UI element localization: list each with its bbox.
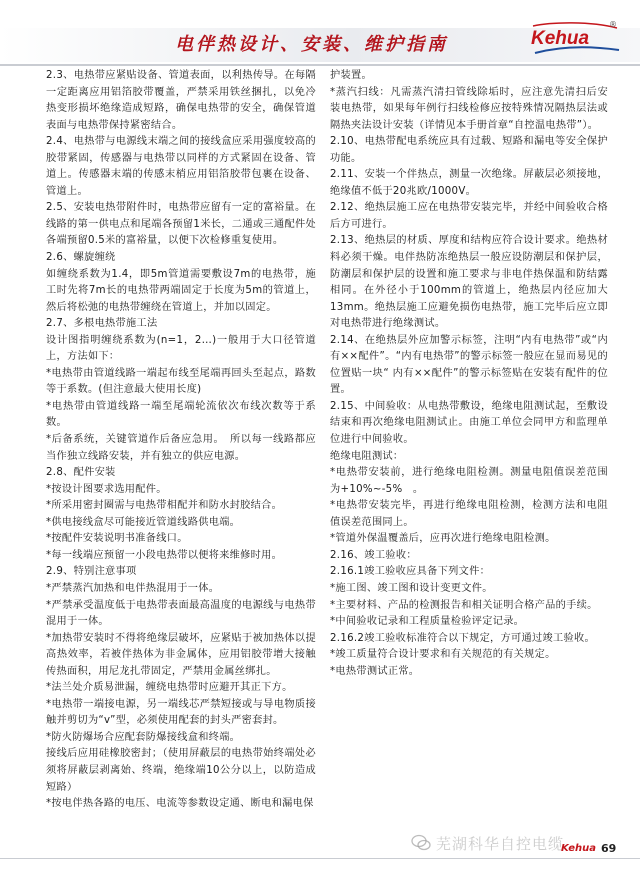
paragraph: 2.15、中间验收：从电热带敷设，绝缘电阻测试起，至敷设结束和再次绝缘电阻测试止。由施工单位会同甲方和监理单位进行中间验收。 [330, 400, 608, 446]
list-item: *按设计图要求选用配件。 [46, 483, 167, 495]
page-title: 电伴热设计、安装、维护指南 [175, 34, 448, 55]
paragraph: 护装置。 [330, 70, 372, 81]
list-item: *电热带测试正常。 [330, 665, 420, 677]
section-heading: 绝缘电阻测试： [330, 450, 404, 462]
list-item: *电热带一端接电源，另一端线芯严禁短接或与导电物质接触并剪切为“v”型，必须使用配套的封头严密套封。 [46, 698, 316, 727]
list-item: *按配件安装说明书准备线口。 [46, 533, 188, 545]
logo-registered: ® [609, 20, 617, 29]
paragraph: 2.10、电热带配电系统应具有过载、短路和漏电等安全保护功能。 [330, 136, 608, 164]
list-item: *电热带由管道线路一端至尾端轮流依次布线次数等于系数。 [46, 400, 316, 429]
paragraph: 2.4、电热带与电源线末端之间的接线盒应采用强度较高的胶带紧固，传感器与电热带以同样的方式紧固在设备、管道上。传感器末端的传感末梢应用铝箔胶带包裹在设备、管道上。 [46, 136, 316, 197]
list-item: *管道外保温覆盖后，应再次进行绝缘电阻检测。 [330, 533, 556, 545]
kehua-logo [531, 20, 625, 56]
paragraph: 接线后应用硅橡胶密封；（使用屏蔽层的电热带始终端处必须将屏蔽层剥离始、终端，绝缘端10公分以上，以防造成短路） [46, 748, 316, 793]
logo-text: Kehua [531, 28, 590, 49]
list-item: *蒸汽扫线：凡需蒸汽清扫管线除垢时，应注意先清扫后安装电热带，如果每年例行扫线检修应按特殊情况隔热层法或隔热夹法设计安装（详情见本手册首章“自控温电热带”）。 [330, 86, 608, 131]
list-item: *供电接线盒尽可能接近管道线路供电端。 [46, 516, 241, 528]
left-column [46, 68, 316, 813]
list-item: *严禁承受温度低于电热带表面最高温度的电源线与电热带混用于一体。 [46, 599, 316, 628]
list-item: *每一线端应预留一小段电热带以便将来维修时用。 [46, 549, 283, 561]
wechat-icon [411, 834, 431, 852]
list-item: *主要材料、产品的检测报告和相关证明合格产品的手续。 [330, 599, 598, 611]
list-item: *电热带由管道线路一端起布线至尾端再回头至起点，路数等于系数。(但注意最大使用长度) [46, 367, 316, 396]
section-heading: 2.16、竣工验收： [330, 549, 417, 561]
section-heading: 2.9、特别注意事项 [46, 566, 137, 578]
list-item: *后备系统，关键管道作后备应急用。 所以每一线路都应当作独立线路安装，并有独立的供应电源。 [46, 434, 316, 462]
list-item: *电热带安装完毕，再进行绝缘电阻检测，检测方法和电阻值误差范围同上。 [330, 500, 608, 528]
list-item: *竣工质量符合设计要求和有关规范的有关规定。 [330, 649, 556, 661]
section-heading: 2.6、螺旋缠绕 [46, 252, 116, 264]
list-item: *按电伴热各路的电压、电流等参数设定通、断电和漏电保 [46, 798, 314, 810]
right-column [330, 68, 608, 680]
footer-logo: Kehua [561, 843, 596, 854]
list-item: *严禁蒸汽加热和电伴热混用于一体。 [46, 582, 220, 594]
list-item: *防火防爆场合应配套防爆接线盒和终端。 [46, 731, 241, 743]
paragraph: 如缠绕系数为1.4，即5m管道需要敷设7m的电热带，施工时先将7m长的电热带两端固定于长度为5m的管道上，然后将松弛的电热带缠绕在管道上，并加以固定。 [46, 268, 316, 313]
paragraph: 2.12、绝热层施工应在电热带安装完毕，并经中间验收合格后方可进行。 [330, 202, 608, 230]
list-item: *中间验收记录和工程质量检验评定记录。 [330, 616, 525, 628]
footer-divider [0, 858, 640, 859]
paragraph: 2.5、安装电热带附件时，电热带应留有一定的富裕量。在线路的第一供电点和尾端各预留1米长，二通或三通配件处各端预留0.5米的富裕量，以便下次检修重复使用。 [46, 202, 316, 247]
paragraph: 2.16.1竣工验收应具备下列文件： [330, 566, 491, 578]
paragraph: 2.16.2竣工验收标准符合以下规定，方可通过竣工验收。 [330, 632, 595, 644]
section-heading: 2.8、配件安装 [46, 467, 116, 479]
watermark: 芜湖科华自控电缆 [436, 835, 565, 853]
paragraph: 2.11、安装一个伴热点，测量一次绝缘。屏蔽层必须接地，绝缘值不低于20兆欧/1000V。 [330, 169, 608, 197]
paragraph: 2.3、电热带应紧贴设备、管道表面，以利热传导。在每隔一定距离应用铝箔胶带覆盖，严禁采用铁丝捆扎，以免冷热变形损坏绝缘造成短路，确保电热带的安全，确保管道表面与电热带保持紧密结合。 [46, 70, 316, 131]
page-header [0, 0, 640, 66]
page-number: 69 [601, 842, 617, 855]
list-item: *施工图、竣工图和设计变更文件。 [330, 582, 493, 594]
list-item: *所采用密封圈需与电热带相配并和防水封胶结合。 [46, 500, 283, 512]
paragraph: 2.13、绝热层的材质、厚度和结构应符合设计要求。绝热材料必须干燥。电伴热防冻绝热层一般应设防潮层和保护层，防潮层和保护层的设置和施工要求与非电伴热保温和防结露相同。在外径小于100mm的管道上，绝热层内径应加大13mm。绝热层施工应避免损伤电热带，施工完毕后应立即对电热带进行绝缘测试。 [330, 235, 608, 330]
header-divider [0, 64, 640, 66]
paragraph: 设计图指明缠绕系数为(n=1，2…)一般用于大口径管道上，方法如下： [46, 334, 316, 363]
paragraph: 2.14、在绝热层外应加警示标签，注明“内有电热带”或“内有××配件”。“内有电热带”的警示标签一般应在显而易见的位置贴一块“ 内有××配件”的警示标签贴在安装有配件的位置。 [330, 334, 608, 396]
list-item: *电热带安装前，进行绝缘电阻检测。测量电阻值误差范围为+10%~-5% 。 [330, 467, 608, 495]
section-heading: 2.7、多根电热带施工法 [46, 318, 158, 330]
list-item: *加热带安装时不得将绝缘层破坏，应紧贴于被加热体以提高热效率，若被伴热体为非金属体，应用铝胶带增大接触传热面积，用尼龙扎带固定，严禁用金属丝绑扎。 [46, 632, 316, 677]
list-item: *法兰处介质易泄漏，缠绕电热带时应避开其正下方。 [46, 682, 293, 694]
